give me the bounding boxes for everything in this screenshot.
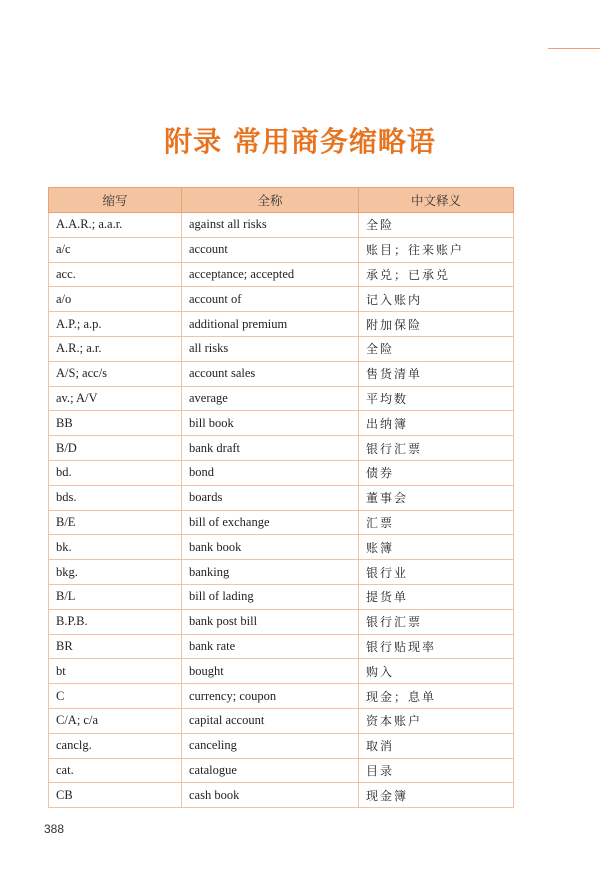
table-row bbox=[49, 386, 514, 411]
cell-abbreviation: A.R.; a.r. bbox=[49, 336, 182, 361]
cell-chinese-meaning: 现金簿 bbox=[359, 783, 514, 808]
cell-abbreviation: BB bbox=[49, 411, 182, 436]
cell-abbreviation: B/D bbox=[49, 436, 182, 461]
table-header-row bbox=[49, 188, 514, 213]
table-row bbox=[49, 659, 514, 684]
cell-full-name: bank post bill bbox=[182, 609, 359, 634]
cell-full-name: bank book bbox=[182, 535, 359, 560]
table-row bbox=[49, 584, 514, 609]
cell-chinese-meaning: 董事会 bbox=[359, 485, 514, 510]
table-row bbox=[49, 510, 514, 535]
table-row bbox=[49, 485, 514, 510]
table-row bbox=[49, 436, 514, 461]
cell-abbreviation: B.P.B. bbox=[49, 609, 182, 634]
page-number: 388 bbox=[44, 822, 65, 836]
cell-chinese-meaning: 银行贴现率 bbox=[359, 634, 514, 659]
cell-full-name: account bbox=[182, 237, 359, 262]
cell-full-name: bill book bbox=[182, 411, 359, 436]
cell-chinese-meaning: 提货单 bbox=[359, 584, 514, 609]
cell-chinese-meaning: 取消 bbox=[359, 733, 514, 758]
cell-abbreviation: BR bbox=[49, 634, 182, 659]
cell-chinese-meaning: 汇票 bbox=[359, 510, 514, 535]
cell-abbreviation: a/o bbox=[49, 287, 182, 312]
cell-chinese-meaning: 承兑；已承兑 bbox=[359, 262, 514, 287]
cell-abbreviation: B/E bbox=[49, 510, 182, 535]
cell-full-name: against all risks bbox=[182, 213, 359, 238]
table-row bbox=[49, 634, 514, 659]
cell-chinese-meaning: 记入账内 bbox=[359, 287, 514, 312]
table-row bbox=[49, 560, 514, 585]
cell-full-name: bought bbox=[182, 659, 359, 684]
abbreviation-table bbox=[48, 187, 514, 808]
table-row bbox=[49, 312, 514, 337]
cell-abbreviation: bt bbox=[49, 659, 182, 684]
table-row bbox=[49, 237, 514, 262]
corner-decoration-line bbox=[548, 48, 600, 49]
cell-abbreviation: bkg. bbox=[49, 560, 182, 585]
cell-abbreviation: cat. bbox=[49, 758, 182, 783]
cell-abbreviation: A/S; acc/s bbox=[49, 361, 182, 386]
table-row bbox=[49, 336, 514, 361]
cell-chinese-meaning: 银行业 bbox=[359, 560, 514, 585]
cell-full-name: account of bbox=[182, 287, 359, 312]
table-row bbox=[49, 708, 514, 733]
cell-abbreviation: a/c bbox=[49, 237, 182, 262]
cell-full-name: boards bbox=[182, 485, 359, 510]
cell-full-name: bank rate bbox=[182, 634, 359, 659]
page-title: 附录 常用商务缩略语 bbox=[164, 125, 436, 158]
cell-chinese-meaning: 全险 bbox=[359, 336, 514, 361]
cell-abbreviation: C/A; c/a bbox=[49, 708, 182, 733]
cell-abbreviation: bk. bbox=[49, 535, 182, 560]
cell-chinese-meaning: 平均数 bbox=[359, 386, 514, 411]
cell-chinese-meaning: 附加保险 bbox=[359, 312, 514, 337]
cell-abbreviation: CB bbox=[49, 783, 182, 808]
table-row bbox=[49, 213, 514, 238]
table-row bbox=[49, 460, 514, 485]
cell-chinese-meaning: 账簿 bbox=[359, 535, 514, 560]
cell-chinese-meaning: 全险 bbox=[359, 213, 514, 238]
cell-full-name: cash book bbox=[182, 783, 359, 808]
cell-full-name: catalogue bbox=[182, 758, 359, 783]
cell-full-name: banking bbox=[182, 560, 359, 585]
cell-abbreviation: A.A.R.; a.a.r. bbox=[49, 213, 182, 238]
cell-chinese-meaning: 售货清单 bbox=[359, 361, 514, 386]
table-row bbox=[49, 733, 514, 758]
column-header-abbreviation: 缩写 bbox=[49, 188, 182, 213]
cell-abbreviation: canclg. bbox=[49, 733, 182, 758]
table-row bbox=[49, 684, 514, 709]
cell-abbreviation: bds. bbox=[49, 485, 182, 510]
table-row bbox=[49, 609, 514, 634]
table-row bbox=[49, 758, 514, 783]
cell-full-name: currency; coupon bbox=[182, 684, 359, 709]
cell-full-name: additional premium bbox=[182, 312, 359, 337]
cell-full-name: capital account bbox=[182, 708, 359, 733]
cell-full-name: average bbox=[182, 386, 359, 411]
cell-full-name: account sales bbox=[182, 361, 359, 386]
cell-chinese-meaning: 出纳簿 bbox=[359, 411, 514, 436]
table-row bbox=[49, 535, 514, 560]
cell-abbreviation: A.P.; a.p. bbox=[49, 312, 182, 337]
cell-chinese-meaning: 资本账户 bbox=[359, 708, 514, 733]
table-row bbox=[49, 262, 514, 287]
cell-full-name: bank draft bbox=[182, 436, 359, 461]
cell-full-name: canceling bbox=[182, 733, 359, 758]
cell-abbreviation: bd. bbox=[49, 460, 182, 485]
cell-abbreviation: acc. bbox=[49, 262, 182, 287]
cell-chinese-meaning: 目录 bbox=[359, 758, 514, 783]
cell-full-name: bond bbox=[182, 460, 359, 485]
cell-chinese-meaning: 债券 bbox=[359, 460, 514, 485]
cell-chinese-meaning: 银行汇票 bbox=[359, 609, 514, 634]
table-row bbox=[49, 783, 514, 808]
cell-abbreviation: C bbox=[49, 684, 182, 709]
cell-full-name: bill of exchange bbox=[182, 510, 359, 535]
table-row bbox=[49, 287, 514, 312]
table-row bbox=[49, 411, 514, 436]
column-header-full-name: 全称 bbox=[182, 188, 359, 213]
cell-chinese-meaning: 现金；息单 bbox=[359, 684, 514, 709]
cell-full-name: bill of lading bbox=[182, 584, 359, 609]
column-header-chinese-meaning: 中文释义 bbox=[359, 188, 514, 213]
table-row bbox=[49, 361, 514, 386]
cell-full-name: all risks bbox=[182, 336, 359, 361]
cell-chinese-meaning: 购入 bbox=[359, 659, 514, 684]
cell-full-name: acceptance; accepted bbox=[182, 262, 359, 287]
cell-abbreviation: B/L bbox=[49, 584, 182, 609]
cell-chinese-meaning: 银行汇票 bbox=[359, 436, 514, 461]
cell-abbreviation: av.; A/V bbox=[49, 386, 182, 411]
cell-chinese-meaning: 账目；往来账户 bbox=[359, 237, 514, 262]
